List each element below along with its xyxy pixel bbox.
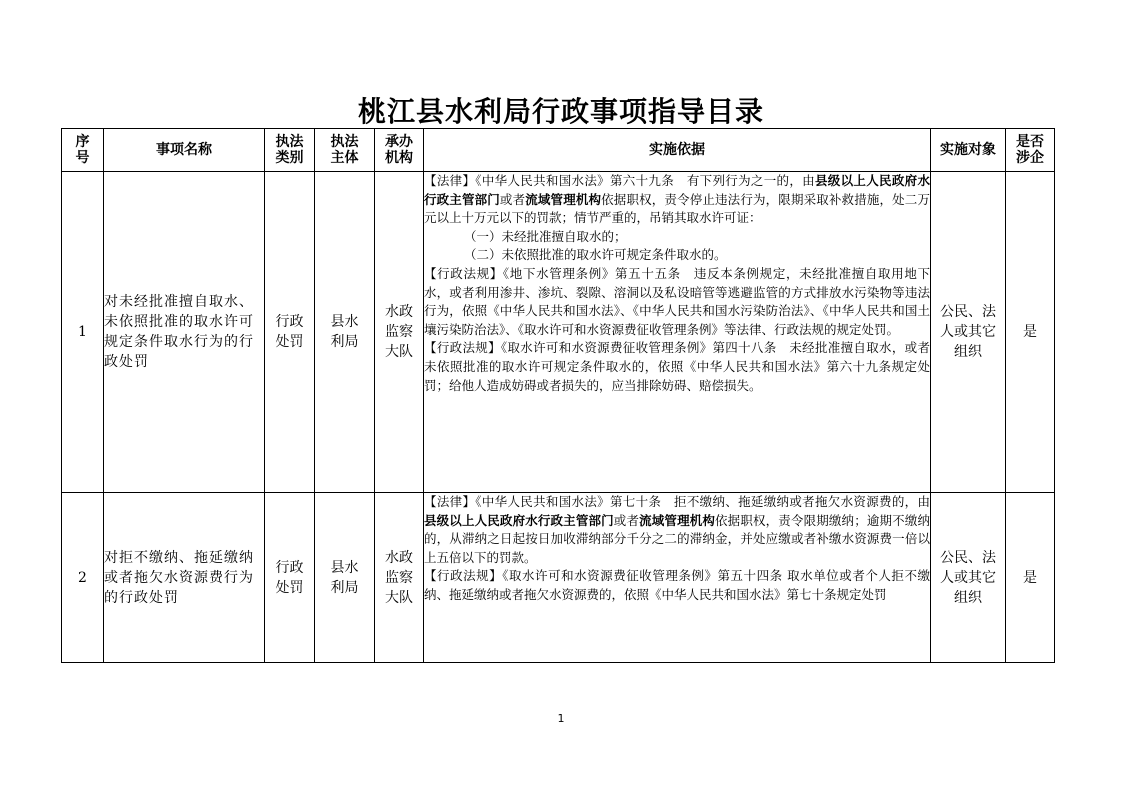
basis-paragraph: 【行政法规】《取水许可和水资源费征收管理条例》第四十八条 未经批准擅自取水，或者未依照批准的取水许可规定条件取水的，依照《中华人民共和国水法》第六十九条规定处罚；给他人造成妨碍或者损失的，应当排除妨碍、赔偿损失。 [424,340,930,393]
row-subject: 县水利局 [315,493,375,663]
basis-paragraph: 【行政法规】《地下水管理条例》第五十五条 违反本条例规定，未经批准擅自取用地下水，或者利用渗井、渗坑、裂隙、溶洞以及私设暗管等逃避监管的方式排放水污染物等违法行为，依照《中华人民共和国水法》、《中华人民共和国水污染防治法》、《中华人民共和国土壤污染防治法》、《取水许可和水资源费征收管理条例》等法律、行政法规的规定处罚。 [424,265,930,337]
header-basis: 实施依据 [424,129,931,172]
row-subject: 县水利局 [315,172,375,493]
header-org: 承办机构 [375,129,424,172]
table-row [62,172,1055,493]
basis-paragraph: 【行政法规】《取水许可和水资源费征收管理条例》第五十四条 取水单位或者个人拒不缴纳、拖延缴纳或者拖欠水资源费的，依照《中华人民共和国水法》第七十条规定处罚 [424,568,930,602]
header-subject: 执法主体 [315,129,375,172]
table-header-row [62,129,1055,172]
table-row [62,493,1055,663]
row-basis [424,172,931,493]
row-name: 对拒不缴纳、拖延缴纳或者拖欠水资源费行为的行政处罚 [104,493,265,663]
header-target: 实施对象 [931,129,1006,172]
row-target: 公民、法人或其它组织 [931,172,1006,493]
page-number: 1 [557,712,565,725]
row-seq: 1 [62,172,104,493]
header-type: 执法类别 [265,129,315,172]
basis-item: （二）未依照批准的取水许可规定条件取水的。 [464,247,727,263]
row-seq: 2 [62,493,104,663]
basis-paragraph: 【法律】《中华人民共和国水法》第六十九条 有下列行为之一的，由县级以上人民政府水行政主管部门或者流域管理机构依据职权，责令停止违法行为，限期采取补救措施，处二万元以上十万元以下的罚款；情节严重的，吊销其取水许可证： [424,173,930,226]
row-type: 行政处罚 [265,493,315,663]
header-seq: 序号 [62,129,104,172]
row-target: 公民、法人或其它组织 [931,493,1006,663]
row-basis [424,493,931,663]
row-type: 行政处罚 [265,172,315,493]
basis-item: （一）未经批准擅自取水的； [464,228,627,244]
header-name: 事项名称 [104,129,265,172]
row-name: 对未经批准擅自取水、未依照批准的取水许可规定条件取水行为的行政处罚 [104,172,265,493]
header-enterprise: 是否涉企 [1006,129,1055,172]
row-enterprise: 是 [1006,493,1055,663]
row-org: 水政监察大队 [375,493,424,663]
row-enterprise: 是 [1006,172,1055,493]
row-org: 水政监察大队 [375,172,424,493]
basis-paragraph: 【法律】《中华人民共和国水法》第七十条 拒不缴纳、拖延缴纳或者拖欠水资源费的，由县级以上人民政府水行政主管部门或者流域管理机构依据职权，责令限期缴纳；逾期不缴纳的，从滞纳之日起按日加收滞纳部分千分之二的滞纳金，并处应缴或者补缴水资源费一倍以上五倍以下的罚款。 [424,494,930,565]
matters-table [61,128,1055,663]
document-title: 桃江县水利局行政事项指导目录 [357,95,764,128]
